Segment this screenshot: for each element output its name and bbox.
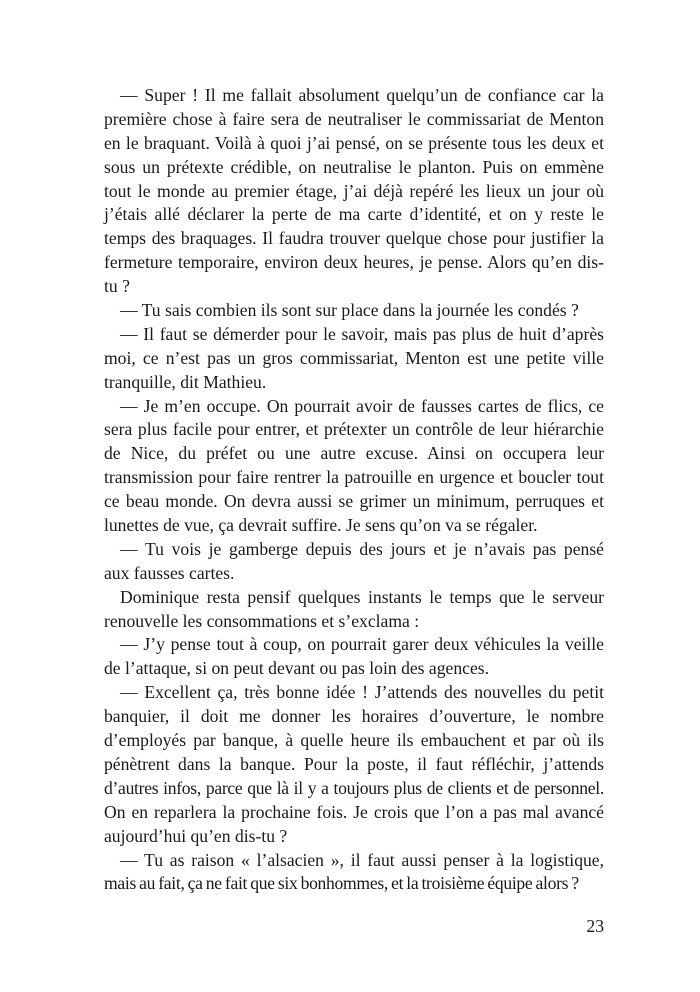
text-line: moi, ce n’est pas un gros commissariat, Menton est une petite ville [104, 347, 604, 368]
paragraph [104, 299, 604, 323]
text-line: tranquille, dit Mathieu. [104, 371, 267, 392]
text-line: — Il faut se démerder pour le savoir, mais pas plus de huit d’après [120, 323, 604, 344]
text-line: transmission pour faire rentrer la patrouille en urgence et boucler tout [104, 467, 604, 488]
text-line: pénètrent dans la banque. Pour la poste, il faut réfléchir, j’attends [104, 753, 604, 774]
text-line: lunettes de vue, ça devrait suffire. Je sens qu’on va se régaler. [104, 515, 538, 536]
paragraph [104, 633, 604, 681]
text-line: de l’attaque, si on peut devant ou pas loin des agences. [104, 658, 489, 679]
text-line: temps des braquages. Il faudra trouver quelque chose pour justifier la [104, 228, 604, 249]
paragraph [104, 323, 604, 395]
text-line: tout le monde au premier étage, j’ai déjà repéré les lieux un jour où [104, 180, 604, 201]
text-line: sous un prétexte crédible, on neutralise le planton. Puis on emmène [104, 156, 604, 177]
text-line: — Super ! Il me fallait absolument quelqu’un de confiance car la [120, 85, 604, 105]
paragraph [104, 849, 604, 897]
text-line: fermeture temporaire, environ deux heures, je pense. Alors qu’en dis- [104, 252, 604, 273]
text-line: en le braquant. Voilà à quoi j’ai pensé, on se présente tous les deux et [104, 132, 604, 153]
text-line: sera plus facile pour entrer, et prétexter un contrôle de leur hiérarchie [104, 419, 604, 440]
text-line: de Nice, du préfet ou une autre excuse. Ainsi on occupera leur [104, 443, 604, 464]
paragraph [104, 84, 604, 299]
page-number: 23 [586, 916, 604, 936]
text-line: On en reparlera la prochaine fois. Je crois que l’on a pas mal avancé [104, 801, 604, 822]
text-line: mais au fait, ça ne fait que six bonhommes, et la troisième équipe alors ? [104, 873, 579, 894]
text-line: — Je m’en occupe. On pourrait avoir de fausses cartes de flics, ce [120, 395, 604, 416]
text-line: aujourd’hui qu’en dis-tu ? [104, 825, 288, 846]
paragraph [104, 395, 604, 538]
paragraph [104, 538, 604, 586]
text-line: aux fausses cartes. [104, 562, 235, 583]
text-line: d’employés par banque, à quelle heure ils embauchent et par où ils [104, 730, 604, 751]
text-line: ce beau monde. On devra aussi se grimer un minimum, perruques et [104, 491, 604, 512]
text-line: — Tu sais combien ils sont sur place dans la journée les condés ? [120, 300, 579, 321]
paragraph [104, 681, 604, 848]
text-line: j’étais allé déclarer la perte de ma carte d’identité, et on y reste le [104, 204, 604, 225]
text-line: d’autres infos, parce que là il y a toujours plus de clients et de personnel. [104, 777, 604, 798]
text-line: — J’y pense tout à coup, on pourrait garer deux véhicules la veille [120, 634, 604, 655]
text-line: banquier, il doit me donner les horaires d’ouverture, le nombre [104, 706, 604, 727]
text-line: — Excellent ça, très bonne idée ! J’attends des nouvelles du petit [120, 682, 604, 703]
page-body [104, 84, 604, 896]
text-line: renouvelle les consommations et s’exclama : [104, 610, 420, 631]
text-line: — Tu as raison « l’alsacien », il faut aussi penser à la logistique, [120, 849, 604, 870]
paragraph [104, 586, 604, 634]
text-line: — Tu vois je gamberge depuis des jours et je n’avais pas pensé [120, 538, 604, 559]
text-line: tu ? [104, 276, 130, 297]
text-line: Dominique resta pensif quelques instants le temps que le serveur [120, 586, 604, 607]
text-line: première chose à faire sera de neutraliser le commissariat de Menton [104, 108, 604, 129]
